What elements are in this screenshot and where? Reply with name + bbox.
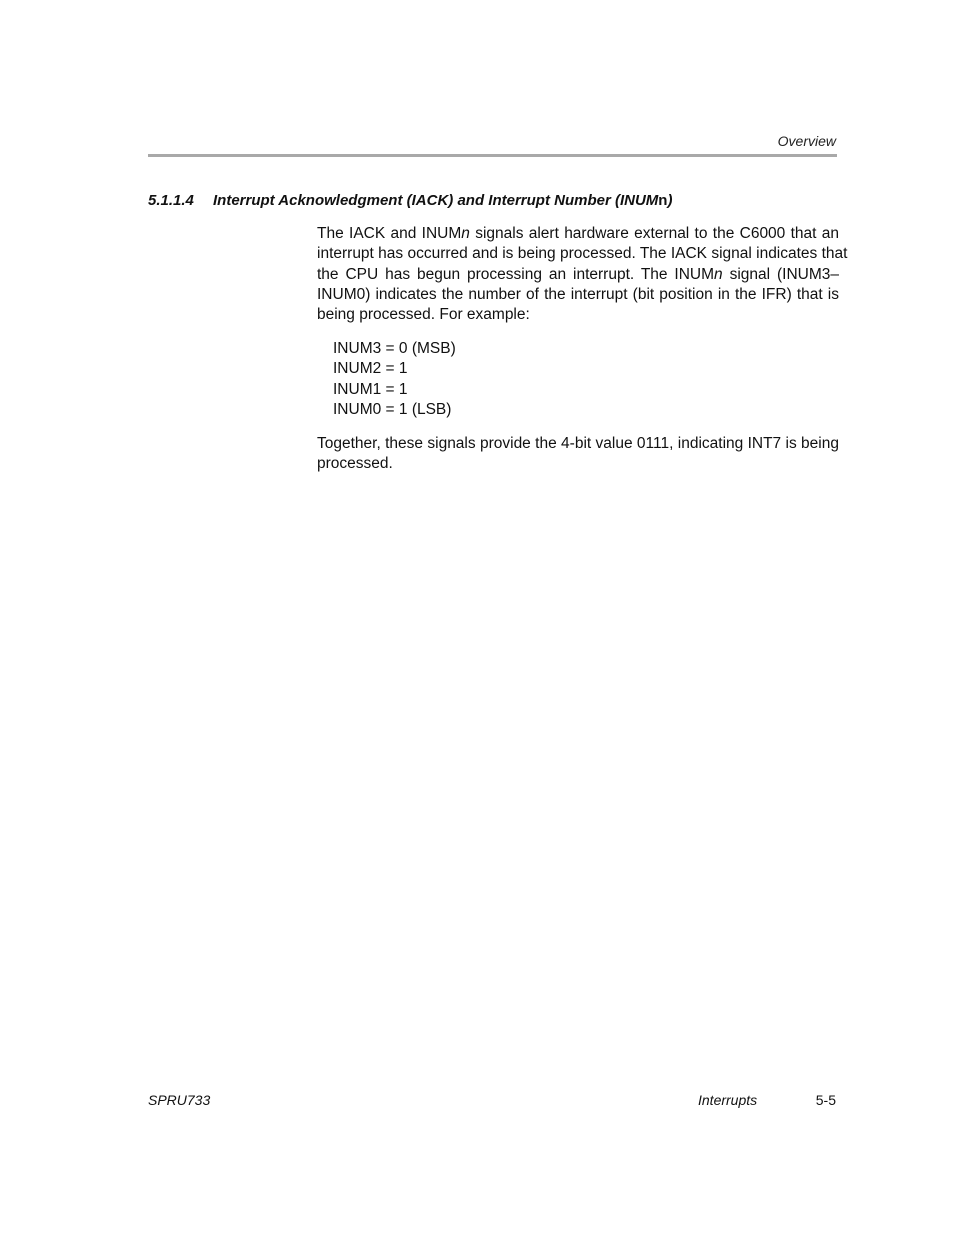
- paragraph-summary: [317, 434, 839, 475]
- paragraph-line: [317, 265, 839, 285]
- running-header-title: Overview: [777, 133, 836, 149]
- paragraph-line: [317, 224, 839, 244]
- text-run: signals alert hardware external to the C6000 that an: [469, 225, 839, 242]
- list-item: INUM0 = 1 (LSB): [333, 400, 452, 418]
- text-run: The IACK and INUM: [317, 225, 462, 242]
- header-rule: [148, 154, 837, 157]
- paragraph-intro: [317, 224, 848, 325]
- list-item: INUM2 = 1: [333, 360, 408, 378]
- italic-n: n: [461, 225, 470, 242]
- example-list: [333, 339, 456, 420]
- paragraph-line: interrupt has occurred and is being processed. The IACK signal indicates that: [317, 245, 848, 263]
- paragraph-line: being processed. For example:: [317, 306, 530, 324]
- section-title-close: ): [667, 192, 673, 209]
- footer-page-number: 5-5: [815, 1092, 836, 1108]
- section-title-n: n: [658, 192, 668, 209]
- footer-document-id: SPRU733: [148, 1092, 211, 1108]
- paragraph-line: INUM0) indicates the number of the interrupt (bit position in the IFR) that is: [317, 285, 839, 303]
- list-item: INUM1 = 1: [333, 380, 408, 398]
- section-heading: [148, 192, 672, 209]
- section-title: Interrupt Acknowledgment (IACK) and Interrupt Number (INUM: [213, 192, 659, 209]
- text-run: the CPU has begun processing an interrupt. The INUM: [317, 265, 715, 283]
- list-item: INUM3 = 0 (MSB): [333, 340, 456, 357]
- footer-chapter: Interrupts: [698, 1092, 758, 1108]
- text-run: signal (INUM3–: [722, 265, 839, 283]
- italic-n: n: [714, 265, 723, 283]
- paragraph-line: Together, these signals provide the 4-bit value 0111, indicating INT7 is being: [317, 435, 839, 452]
- paragraph-line: processed.: [317, 455, 393, 473]
- section-number: 5.1.1.4: [148, 192, 194, 209]
